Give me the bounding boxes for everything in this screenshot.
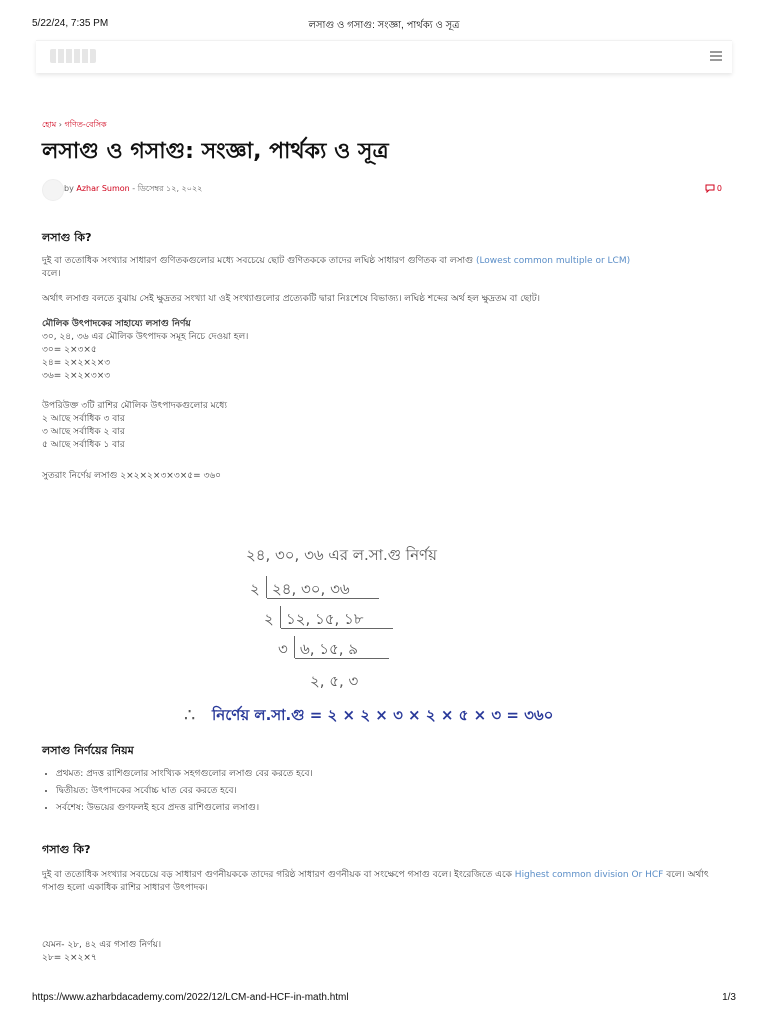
lcm-division-figure	[180, 540, 580, 730]
prime-line: ৩৬= ২×২×৩×৩	[42, 371, 111, 381]
prime-factor-heading: মৌলিক উৎপাদকের সাহায্যে লসাগু নির্ণয়	[42, 319, 191, 329]
count-line: উপরিউক্ত ৩টি রাশির মৌলিক উৎপাদকগুলোর মধ্যে	[42, 401, 227, 411]
factor-counts	[42, 400, 722, 452]
figure-values: ১২, ১৫, ১৮	[286, 610, 364, 628]
hamburger-menu-icon[interactable]	[710, 51, 722, 61]
example-line: ২৮= ২×২×৭	[42, 953, 97, 963]
list-item: • সর্বশেষ: উভয়ের গুণফলই হবে প্রদত্ত রাশিগুলোর লসাগু।	[56, 800, 722, 817]
prime-line: ৩০, ২৪, ৩৬ এর মৌলিক উৎপাদক সমূহ নিচে দেওয়া হল।	[42, 332, 249, 342]
prime-line: ৩০= ২×৩×৫	[42, 345, 97, 355]
comment-icon	[705, 184, 715, 193]
hcf-english-term: Highest common division Or HCF	[514, 870, 664, 880]
comments-link[interactable]	[705, 183, 722, 195]
print-url: https://www.azharbdacademy.com/2022/12/LCM-and-HCF-in-math.html	[32, 992, 349, 1003]
site-logo[interactable]	[50, 49, 96, 63]
figure-divider	[280, 606, 281, 628]
publish-date: - ডিসেম্বর ১২, ২০২২	[132, 184, 203, 193]
figure-divisor: ২	[250, 580, 260, 598]
count-line: ৩ আছে সর্বাধিক ২ বার	[42, 427, 125, 437]
print-header	[32, 18, 736, 32]
hcf-definition: দুই বা ততোধিক সংখ্যার সবচেয়ে বড় সাধারণ গুণনীয়ককে তাদের গরিষ্ঠ সাধারণ গুণনীয়ক বা সংক্ষেপে গসাগু বলে। ইংরেজিতে একে Highest common division Or HCF বলে। অর্থাৎ গসাগু হলো একাধিক রাশির সাধারণ উৎপাদক।	[42, 870, 709, 893]
figure-divisor: ২	[264, 610, 274, 628]
author-avatar[interactable]	[42, 179, 64, 201]
figure-divider	[266, 576, 267, 598]
example-line: যেমন- ২৮, ৪২ এর গসাগু নির্ণয়।	[42, 940, 162, 950]
page-number: 1/3	[722, 992, 736, 1003]
breadcrumb-category[interactable]: গণিত-বেসিক	[64, 120, 107, 129]
lcm-english-term: (Lowest common multiple or LCM)	[475, 256, 631, 266]
count-line: ৫ আছে সর্বাধিক ১ বার	[42, 440, 125, 450]
print-date: 5/22/24, 7:35 PM	[32, 18, 109, 29]
figure-divider	[281, 628, 393, 629]
figure-divider	[294, 636, 295, 658]
figure-values: ৬, ১৫, ৯	[300, 640, 359, 658]
breadcrumb	[42, 119, 722, 131]
article-meta	[42, 179, 722, 203]
prime-line: ২৪= ২×২×২×৩	[42, 358, 111, 368]
figure-title: ২৪, ৩০, ৩৬ এর ল.সা.গু নির্ণয়	[246, 546, 437, 564]
list-item: • দ্বিতীয়ত: উৎপাদকের সর্বোচ্চ ঘাত বের করতে হবে।	[56, 783, 722, 800]
figure-values: ২৪, ৩০, ৩৬	[272, 580, 350, 598]
figure-result: নির্ণেয় ল.সা.গু = ২ × ২ × ৩ × ২ × ৫ × ৩ = ৩৬০	[212, 706, 554, 724]
breadcrumb-home[interactable]: হোম	[42, 120, 57, 129]
prime-factor-lines	[42, 331, 722, 383]
site-header	[36, 40, 732, 73]
lcm-heading: লসাগু কি?	[42, 231, 92, 244]
print-title: লসাগু ও গসাগু: সংজ্ঞা, পার্থক্য ও সূত্র	[308, 20, 460, 31]
figure-divider	[267, 598, 379, 599]
hcf-example	[42, 939, 722, 965]
lcm-rules-list	[42, 766, 722, 817]
hcf-heading: গসাগু কি?	[42, 843, 91, 856]
comment-count: 0	[716, 184, 722, 193]
list-item: • প্রথমত: প্রদত্ত রাশিগুলোর সাংখ্যিক সহগগুলোর লসাগু বের করতে হবে।	[56, 766, 722, 783]
article-continued	[42, 744, 722, 965]
figure-divider	[295, 658, 389, 659]
print-footer	[32, 992, 736, 1006]
lcm-definition: দুই বা ততোধিক সংখ্যার সাধারণ গুণিতকগুলোর মধ্যে সবচেয়ে ছোট গুণিতককে তাদের লঘিষ্ঠ সাধারণ গুণিতক বা লসাগু (Lowest common multiple or LCM) বলে।	[42, 256, 631, 279]
article	[42, 119, 722, 483]
author-link[interactable]: Azhar Sumon	[76, 184, 130, 193]
by-label: by	[64, 184, 74, 193]
page-title: লসাগু ও গসাগু: সংজ্ঞা, পার্থক্য ও সূত্র	[42, 139, 389, 164]
breadcrumb-separator: ›	[58, 120, 62, 129]
figure-divisor: ৩	[278, 640, 288, 658]
count-line: ২ আছে সর্বাধিক ৩ বার	[42, 414, 125, 424]
lcm-result-line: সুতরাং নির্ণেয় লসাগু ২×২×২×৩×৩×৫= ৩৬০	[42, 471, 222, 481]
lcm-meaning: অর্থাৎ লসাগু বলতে বুঝায় সেই ক্ষুদ্রতর সংখ্যা যা ওই সংখ্যাগুলোর প্রত্যেকটি দ্বারা নিঃশেষে বিভাজ্য। লঘিষ্ঠ শব্দের অর্থ হল ক্ষুদ্রতম বা ছোট।	[42, 294, 540, 304]
therefore-sign: ∴	[184, 705, 196, 726]
figure-remainder: ২, ৫, ৩	[310, 672, 359, 690]
lcm-rules-heading: লসাগু নির্ণয়ের নিয়ম	[42, 744, 134, 757]
